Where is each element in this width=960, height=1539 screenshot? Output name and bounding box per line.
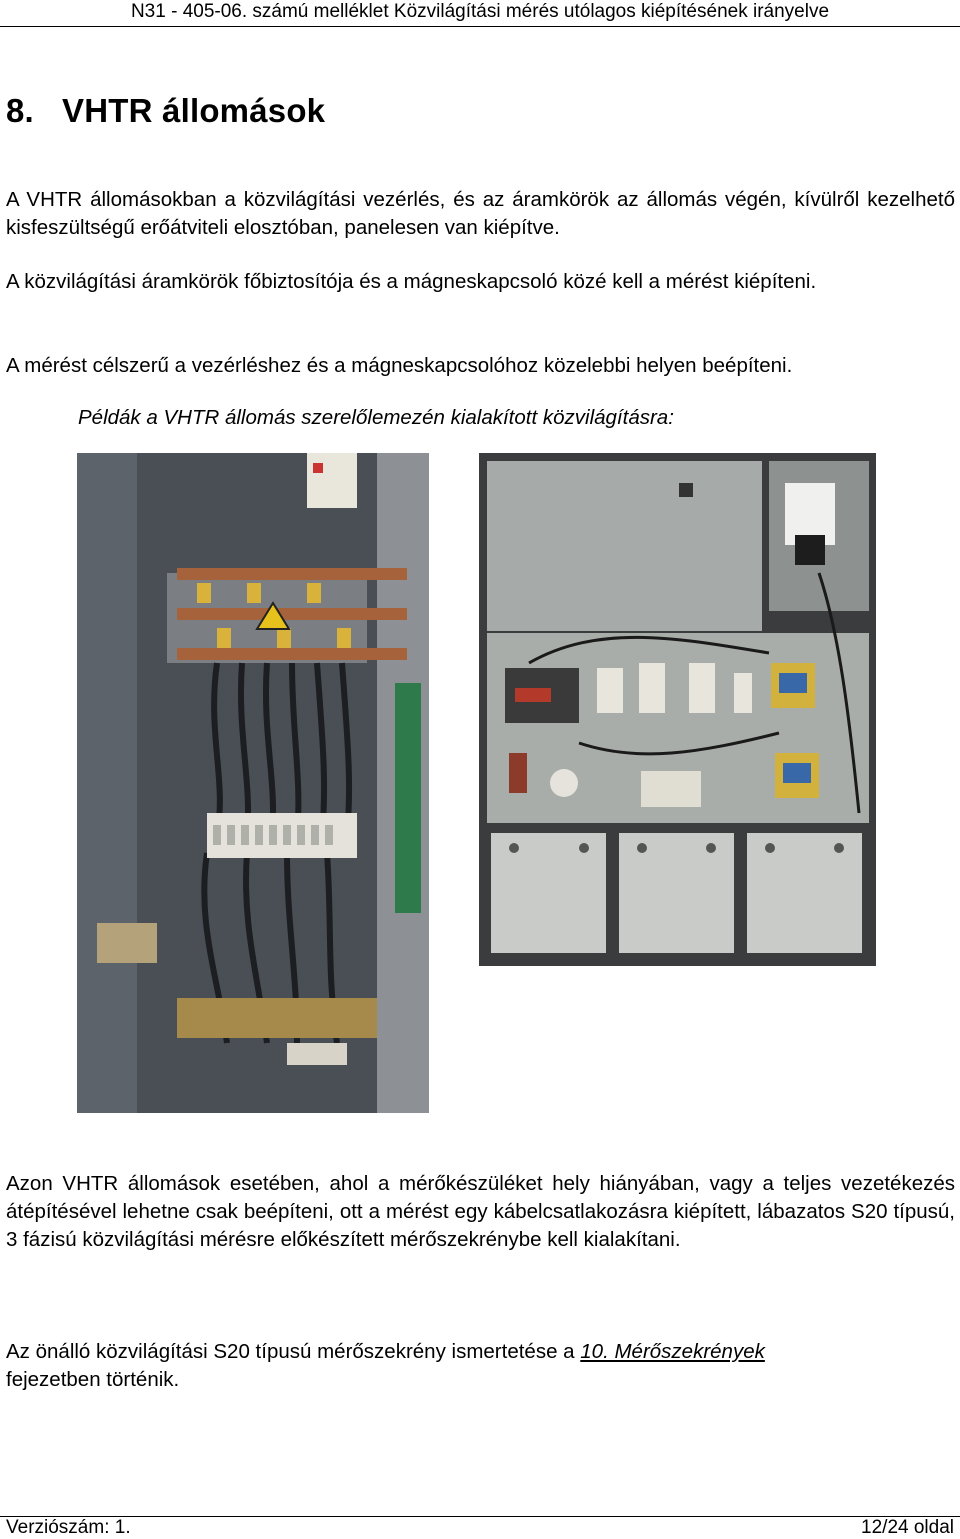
- distribution-panel-photo: [77, 453, 429, 1113]
- page-footer: [0, 1516, 960, 1539]
- photo-caption: Példák a VHTR állomás szerelőlemezén kialakított közvilágításra:: [78, 406, 674, 429]
- paragraph-2: A közvilágítási áramkörök főbiztosítója és a mágneskapcsoló közé kell a mérést kiépíteni.: [6, 270, 817, 293]
- mounting-plate-photo: [479, 453, 876, 966]
- paragraph-1: A VHTR állomásokban a közvilágítási vezérlés, és az áramkörök az állomás végén, kívülről kezelhető kisfeszültségű erőátviteli elosztóban, panelesen van kiépítve.: [6, 188, 955, 239]
- version-label: Verziószám: 1.: [6, 1517, 131, 1538]
- paragraph-5-text: Az önálló közvilágítási S20 típusú mérőszekrény ismertetése a: [6, 1340, 581, 1363]
- paragraph-5: [6, 1338, 955, 1394]
- page-header: [0, 0, 960, 27]
- header-title: N31 - 405-06. számú melléklet Közvilágítási mérés utólagos kiépítésének irányelve: [130, 1, 830, 22]
- paragraph-4: Azon VHTR állomások esetében, ahol a mérőkészüléket hely hiányában, vagy a teljes vezetékezés átépítésével lehetne csak beépíteni, ott a mérést egy kábelcsatlakozásra kiépített, lábazatos S20 típusú, 3 fázisú közvilágítási mérésre előkészített mérőszekrénybe kell kialakítani.: [6, 1172, 955, 1251]
- section-heading: 8. VHTR állomások: [6, 92, 326, 129]
- paragraph-5-end: fejezetben történik.: [6, 1368, 180, 1391]
- paragraph-3: A mérést célszerű a vezérléshez és a mágneskapcsolóhoz közelebbi helyen beépíteni.: [6, 354, 793, 377]
- page-number: 12/24 oldal: [861, 1517, 954, 1538]
- chapter-10-link[interactable]: 10. Mérőszekrények: [580, 1340, 765, 1363]
